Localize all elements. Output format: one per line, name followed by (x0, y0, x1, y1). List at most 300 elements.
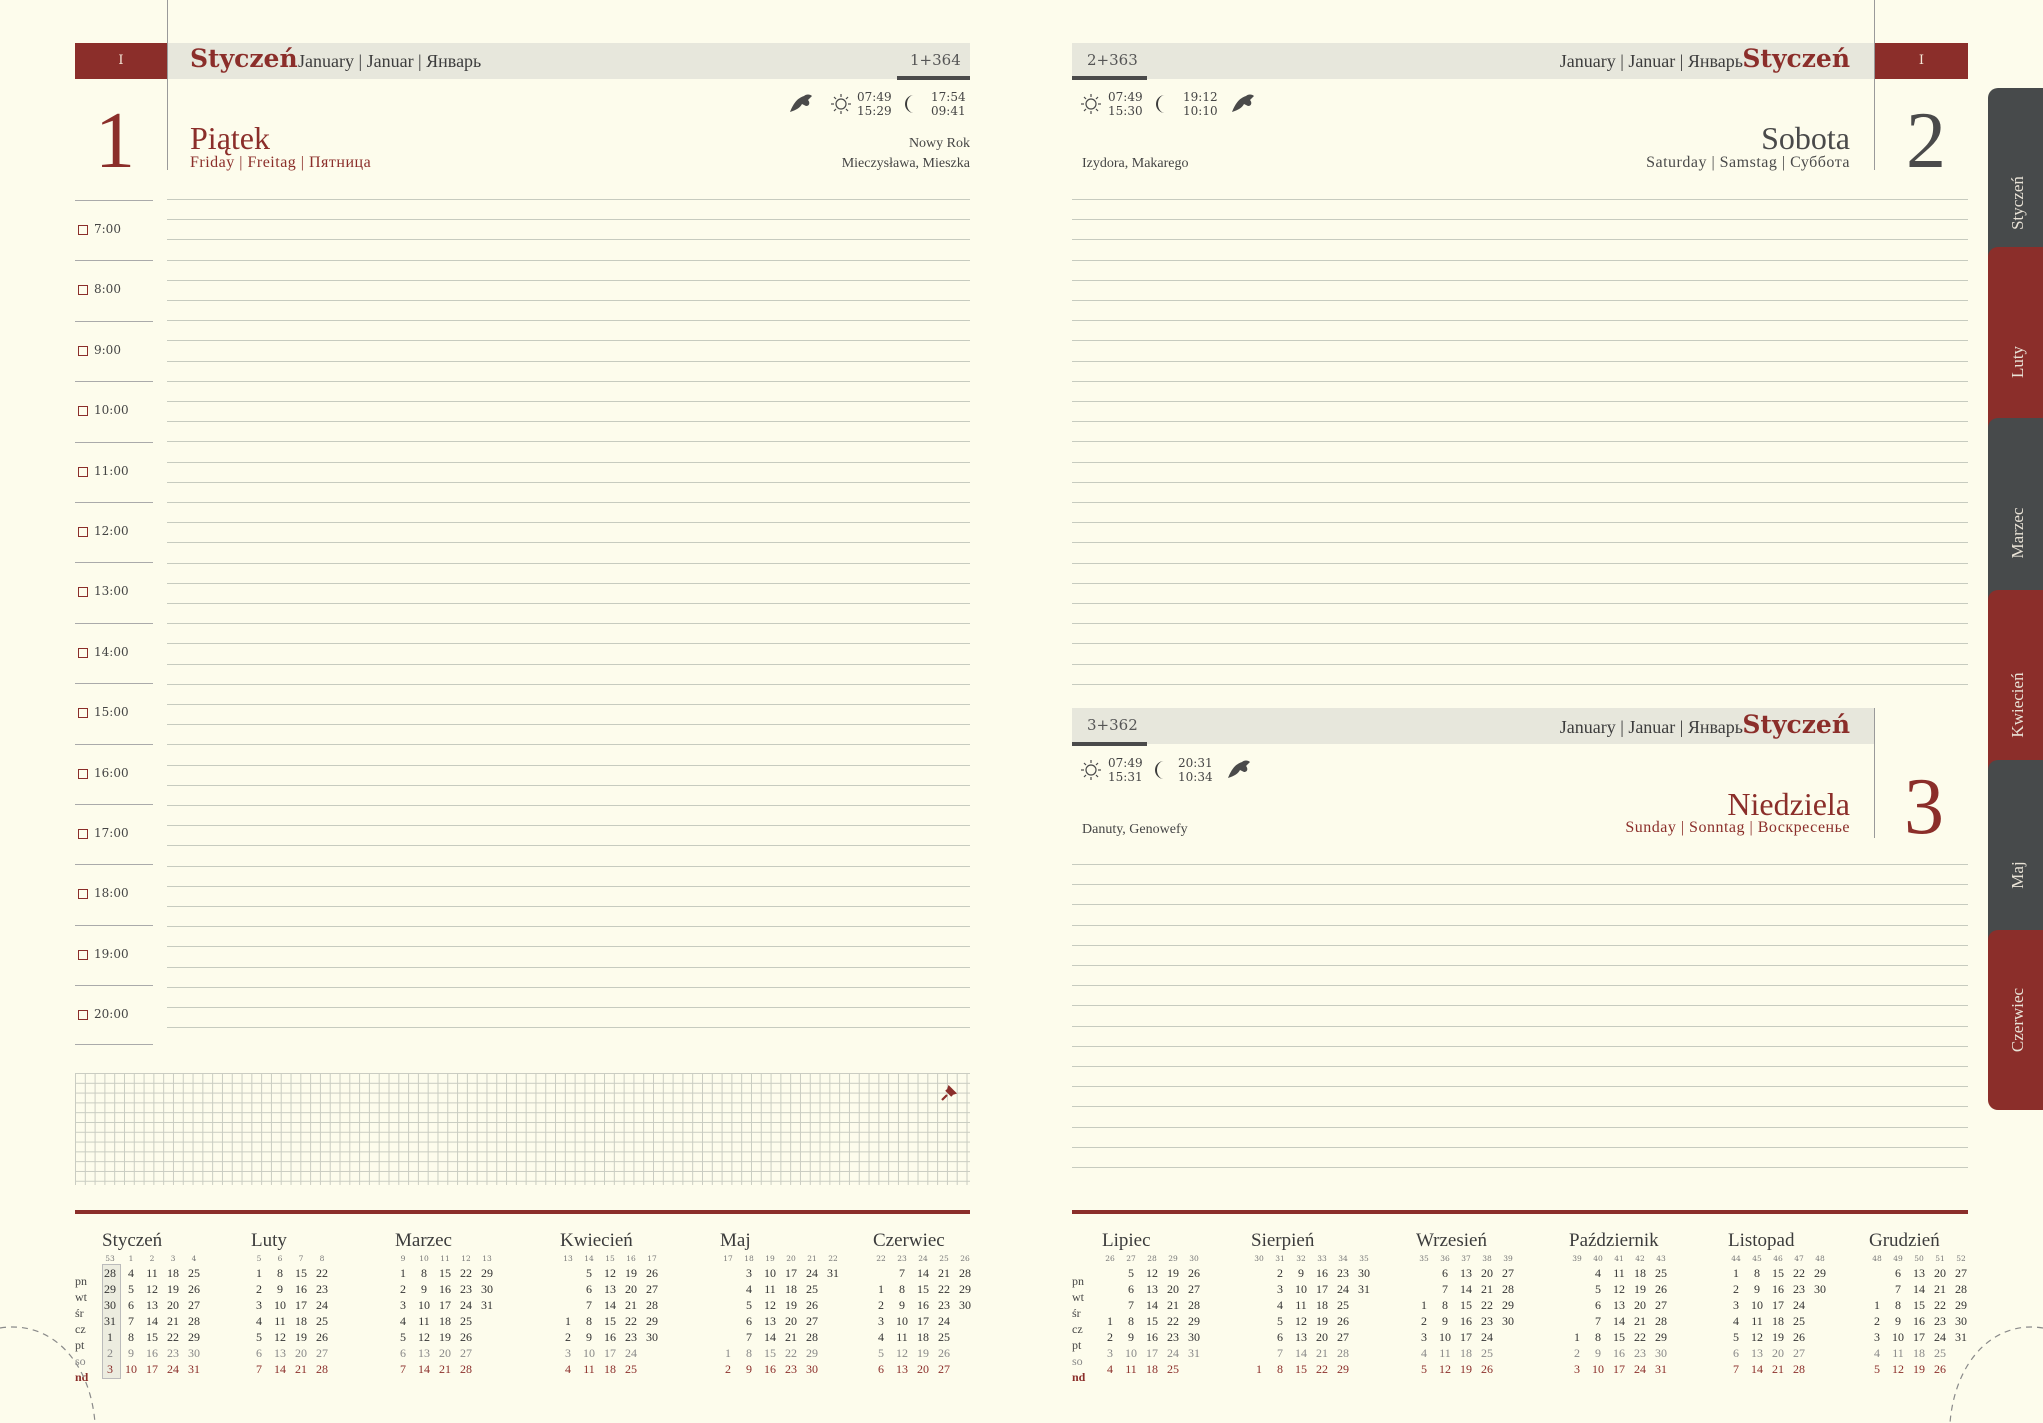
calendar-day[interactable]: 9 (277, 1282, 283, 1296)
calendar-day[interactable]: 14 (1460, 1282, 1472, 1296)
calendar-day[interactable]: 10 (896, 1314, 908, 1328)
calendar-day[interactable]: 31 (1955, 1330, 1967, 1344)
calendar-day[interactable]: 8 (128, 1330, 134, 1344)
writing-line[interactable] (1072, 1167, 1968, 1168)
calendar-day[interactable]: 16 (439, 1282, 451, 1296)
calendar-day[interactable]: 9 (128, 1346, 134, 1360)
calendar-day[interactable]: 3 (400, 1298, 406, 1312)
writing-line[interactable] (167, 866, 970, 867)
calendar-day[interactable]: 8 (1277, 1362, 1283, 1376)
writing-line[interactable] (167, 441, 970, 442)
checkbox-icon[interactable] (78, 285, 88, 295)
calendar-day[interactable]: 30 (646, 1330, 658, 1344)
writing-line[interactable] (167, 401, 970, 402)
calendar-day[interactable]: 25 (806, 1282, 818, 1296)
calendar-day[interactable]: 4 (1107, 1362, 1113, 1376)
calendar-day[interactable]: 9 (1754, 1282, 1760, 1296)
hour-slot[interactable] (78, 645, 129, 659)
calendar-day[interactable]: 15 (1613, 1330, 1625, 1344)
calendar-day[interactable]: 7 (1733, 1362, 1739, 1376)
calendar-day[interactable]: 25 (316, 1314, 328, 1328)
calendar-day[interactable]: 19 (1316, 1314, 1328, 1328)
calendar-day[interactable]: 10 (1125, 1346, 1137, 1360)
calendar-day[interactable]: 30 (1502, 1314, 1514, 1328)
calendar-day[interactable]: 23 (1934, 1314, 1946, 1328)
calendar-day[interactable]: 1 (400, 1266, 406, 1280)
calendar-day[interactable]: 12 (896, 1346, 908, 1360)
calendar-day[interactable]: 25 (460, 1314, 472, 1328)
calendar-day[interactable]: 9 (421, 1282, 427, 1296)
calendar-day[interactable]: 10 (1439, 1330, 1451, 1344)
calendar-day[interactable]: 25 (938, 1330, 950, 1344)
calendar-day[interactable]: 10 (1751, 1298, 1763, 1312)
calendar-day[interactable]: 12 (1439, 1362, 1451, 1376)
calendar-day[interactable]: 20 (1934, 1266, 1946, 1280)
calendar-day[interactable]: 21 (1481, 1282, 1493, 1296)
calendar-day[interactable]: 5 (1874, 1362, 1880, 1376)
calendar-day[interactable]: 27 (1793, 1346, 1805, 1360)
calendar-day[interactable]: 7 (1128, 1298, 1134, 1312)
calendar-day[interactable]: 7 (899, 1266, 905, 1280)
writing-line[interactable] (167, 1007, 970, 1008)
checkbox-icon[interactable] (78, 769, 88, 779)
calendar-day[interactable]: 9 (899, 1298, 905, 1312)
calendar-day[interactable]: 30 (1358, 1266, 1370, 1280)
calendar-day[interactable]: 27 (646, 1282, 658, 1296)
calendar-day[interactable]: 10 (418, 1298, 430, 1312)
calendar-day[interactable]: 17 (1772, 1298, 1784, 1312)
calendar-day[interactable]: 18 (917, 1330, 929, 1344)
calendar-day[interactable]: 29 (188, 1330, 200, 1344)
calendar-day[interactable]: 27 (1337, 1330, 1349, 1344)
calendar-day[interactable]: 12 (764, 1298, 776, 1312)
calendar-day[interactable]: 14 (1751, 1362, 1763, 1376)
calendar-day[interactable]: 31 (188, 1362, 200, 1376)
calendar-day[interactable]: 20 (167, 1298, 179, 1312)
calendar-day[interactable]: 11 (146, 1266, 158, 1280)
calendar-day[interactable]: 25 (188, 1266, 200, 1280)
calendar-day[interactable]: 8 (1595, 1330, 1601, 1344)
calendar-day[interactable]: 10 (583, 1346, 595, 1360)
calendar-day[interactable]: 27 (1188, 1282, 1200, 1296)
writing-line[interactable] (1072, 401, 1968, 402)
calendar-day[interactable]: 6 (878, 1362, 884, 1376)
calendar-day[interactable]: 4 (746, 1282, 752, 1296)
calendar-day[interactable]: 17 (604, 1346, 616, 1360)
calendar-day[interactable]: 29 (806, 1346, 818, 1360)
writing-line[interactable] (167, 825, 970, 826)
writing-line[interactable] (1072, 664, 1968, 665)
calendar-day[interactable]: 27 (1955, 1266, 1967, 1280)
calendar-day[interactable]: 18 (1146, 1362, 1158, 1376)
calendar-day[interactable]: 1 (1874, 1298, 1880, 1312)
hour-slot[interactable] (78, 766, 129, 780)
calendar-day[interactable]: 14 (604, 1298, 616, 1312)
writing-line[interactable] (167, 704, 970, 705)
calendar-day[interactable]: 21 (1772, 1362, 1784, 1376)
calendar-day[interactable]: 18 (604, 1362, 616, 1376)
calendar-day[interactable]: 4 (1733, 1314, 1739, 1328)
calendar-day[interactable]: 21 (1934, 1282, 1946, 1296)
calendar-day[interactable]: 2 (400, 1282, 406, 1296)
calendar-day[interactable]: 23 (1337, 1266, 1349, 1280)
calendar-day[interactable]: 29 (1502, 1298, 1514, 1312)
calendar-day[interactable]: 26 (1337, 1314, 1349, 1328)
writing-line[interactable] (1072, 239, 1968, 240)
calendar-day[interactable]: 4 (565, 1362, 571, 1376)
checkbox-icon[interactable] (78, 406, 88, 416)
calendar-day[interactable]: 21 (1167, 1298, 1179, 1312)
calendar-day[interactable]: 14 (1613, 1314, 1625, 1328)
writing-line[interactable] (1072, 623, 1968, 624)
calendar-day[interactable]: 17 (146, 1362, 158, 1376)
calendar-day[interactable]: 21 (1316, 1346, 1328, 1360)
calendar-day[interactable]: 2 (1107, 1330, 1113, 1344)
calendar-day[interactable]: 25 (625, 1362, 637, 1376)
calendar-day[interactable]: 28 (1188, 1298, 1200, 1312)
calendar-day[interactable]: 10 (1592, 1362, 1604, 1376)
calendar-day[interactable]: 25 (1481, 1346, 1493, 1360)
calendar-day[interactable]: 3 (1574, 1362, 1580, 1376)
calendar-day[interactable]: 14 (1295, 1346, 1307, 1360)
calendar-day[interactable]: 7 (128, 1314, 134, 1328)
calendar-day[interactable]: 25 (1655, 1266, 1667, 1280)
hour-slot[interactable] (78, 886, 129, 900)
writing-line[interactable] (167, 300, 970, 301)
calendar-day[interactable]: 3 (565, 1346, 571, 1360)
checkbox-icon[interactable] (78, 587, 88, 597)
calendar-day[interactable]: 2 (1574, 1346, 1580, 1360)
calendar-day[interactable]: 8 (746, 1346, 752, 1360)
calendar-day[interactable]: 4 (878, 1330, 884, 1344)
writing-line[interactable] (1072, 522, 1968, 523)
calendar-day[interactable]: 6 (1733, 1346, 1739, 1360)
writing-line[interactable] (1072, 1046, 1968, 1047)
writing-line[interactable] (1072, 421, 1968, 422)
calendar-day[interactable]: 13 (896, 1362, 908, 1376)
calendar-day[interactable]: 20 (1167, 1282, 1179, 1296)
calendar-day[interactable]: 13 (1146, 1282, 1158, 1296)
calendar-day[interactable]: 8 (1895, 1298, 1901, 1312)
calendar-day[interactable]: 4 (256, 1314, 262, 1328)
calendar-day[interactable]: 29 (959, 1282, 971, 1296)
calendar-day[interactable]: 14 (764, 1330, 776, 1344)
calendar-day[interactable]: 6 (1442, 1266, 1448, 1280)
calendar-day[interactable]: 14 (1146, 1298, 1158, 1312)
calendar-day[interactable]: 23 (316, 1282, 328, 1296)
writing-line[interactable] (167, 643, 970, 644)
calendar-day[interactable]: 12 (418, 1330, 430, 1344)
calendar-day[interactable]: 9 (1442, 1314, 1448, 1328)
writing-line[interactable] (1072, 884, 1968, 885)
calendar-day[interactable]: 27 (938, 1362, 950, 1376)
calendar-day[interactable]: 21 (625, 1298, 637, 1312)
calendar-day[interactable]: 5 (256, 1330, 262, 1344)
calendar-day[interactable]: 26 (316, 1330, 328, 1344)
calendar-day[interactable]: 2 (565, 1330, 571, 1344)
calendar-day[interactable]: 10 (764, 1266, 776, 1280)
writing-line[interactable] (1072, 1106, 1968, 1107)
calendar-day[interactable]: 9 (586, 1330, 592, 1344)
calendar-day[interactable]: 29 (1814, 1266, 1826, 1280)
writing-line[interactable] (167, 482, 970, 483)
calendar-day[interactable]: 10 (1295, 1282, 1307, 1296)
calendar-day[interactable]: 22 (1167, 1314, 1179, 1328)
calendar-day[interactable]: 31 (1188, 1346, 1200, 1360)
calendar-day[interactable]: 4 (400, 1314, 406, 1328)
writing-line[interactable] (167, 280, 970, 281)
calendar-day[interactable]: 9 (1595, 1346, 1601, 1360)
calendar-day[interactable]: 17 (295, 1298, 307, 1312)
hour-slot[interactable] (78, 343, 121, 357)
calendar-day[interactable]: 15 (1146, 1314, 1158, 1328)
calendar-day[interactable]: 23 (1634, 1346, 1646, 1360)
calendar-day[interactable]: 8 (277, 1266, 283, 1280)
writing-line[interactable] (167, 987, 970, 988)
calendar-day[interactable]: 2 (1733, 1282, 1739, 1296)
writing-line[interactable] (1072, 583, 1968, 584)
calendar-day[interactable]: 3 (256, 1298, 262, 1312)
calendar-day[interactable]: 27 (806, 1314, 818, 1328)
calendar-day[interactable]: 13 (1460, 1266, 1472, 1280)
calendar-day[interactable]: 26 (1793, 1330, 1805, 1344)
writing-line[interactable] (167, 199, 970, 200)
calendar-day[interactable]: 5 (746, 1298, 752, 1312)
calendar-day[interactable]: 21 (167, 1314, 179, 1328)
calendar-day[interactable]: 6 (746, 1314, 752, 1328)
writing-line[interactable] (1072, 684, 1968, 685)
calendar-day[interactable]: 13 (604, 1282, 616, 1296)
calendar-day[interactable]: 29 (1655, 1330, 1667, 1344)
calendar-day[interactable]: 9 (746, 1362, 752, 1376)
calendar-day[interactable]: 31 (827, 1266, 839, 1280)
hour-slot[interactable] (78, 1007, 129, 1021)
calendar-day[interactable]: 19 (1634, 1282, 1646, 1296)
writing-line[interactable] (1072, 965, 1968, 966)
calendar-day[interactable]: 21 (785, 1330, 797, 1344)
writing-line[interactable] (167, 361, 970, 362)
calendar-day[interactable]: 26 (806, 1298, 818, 1312)
calendar-day[interactable]: 16 (1772, 1282, 1784, 1296)
calendar-day[interactable]: 7 (1895, 1282, 1901, 1296)
writing-line[interactable] (167, 926, 970, 927)
writing-line[interactable] (1072, 643, 1968, 644)
calendar-day[interactable]: 7 (256, 1362, 262, 1376)
calendar-day[interactable]: 29 (1337, 1362, 1349, 1376)
calendar-day[interactable]: 6 (586, 1282, 592, 1296)
calendar-day[interactable]: 3 (1874, 1330, 1880, 1344)
calendar-day[interactable]: 16 (764, 1362, 776, 1376)
calendar-day[interactable]: 3 (1421, 1330, 1427, 1344)
calendar-day[interactable]: 28 (1337, 1346, 1349, 1360)
hour-slot[interactable] (78, 947, 129, 961)
writing-line[interactable] (167, 845, 970, 846)
calendar-day[interactable]: 15 (764, 1346, 776, 1360)
calendar-day[interactable]: 28 (959, 1266, 971, 1280)
calendar-day[interactable]: 28 (1502, 1282, 1514, 1296)
calendar-day[interactable]: 15 (295, 1266, 307, 1280)
calendar-day[interactable]: 9 (1895, 1314, 1901, 1328)
calendar-day[interactable]: 6 (400, 1346, 406, 1360)
calendar-day[interactable]: 17 (1460, 1330, 1472, 1344)
calendar-day[interactable]: 6 (128, 1298, 134, 1312)
calendar-day[interactable]: 8 (1754, 1266, 1760, 1280)
hour-slot[interactable] (78, 403, 129, 417)
calendar-day[interactable]: 20 (439, 1346, 451, 1360)
calendar-day[interactable]: 12 (1613, 1282, 1625, 1296)
calendar-day[interactable]: 12 (1751, 1330, 1763, 1344)
calendar-day[interactable]: 16 (1613, 1346, 1625, 1360)
calendar-day[interactable]: 18 (1316, 1298, 1328, 1312)
tab-czerwiec[interactable] (1988, 930, 2043, 1110)
calendar-day[interactable]: 21 (1634, 1314, 1646, 1328)
calendar-day[interactable]: 24 (1634, 1362, 1646, 1376)
checkbox-icon[interactable] (78, 829, 88, 839)
calendar-day[interactable]: 15 (146, 1330, 158, 1344)
calendar-day[interactable]: 7 (746, 1330, 752, 1344)
writing-line[interactable] (1072, 361, 1968, 362)
calendar-day[interactable]: 23 (625, 1330, 637, 1344)
calendar-day[interactable]: 2 (256, 1282, 262, 1296)
calendar-day[interactable]: 1 (1733, 1266, 1739, 1280)
calendar-day[interactable]: 20 (1481, 1266, 1493, 1280)
calendar-day[interactable]: 25 (1934, 1346, 1946, 1360)
calendar-day[interactable]: 11 (583, 1362, 595, 1376)
calendar-day[interactable]: 14 (274, 1362, 286, 1376)
calendar-day[interactable]: 22 (1316, 1362, 1328, 1376)
calendar-day[interactable]: 26 (1481, 1362, 1493, 1376)
calendar-day[interactable]: 8 (1128, 1314, 1134, 1328)
calendar-day[interactable]: 23 (938, 1298, 950, 1312)
calendar-day[interactable]: 12 (146, 1282, 158, 1296)
calendar-day[interactable]: 13 (274, 1346, 286, 1360)
calendar-day[interactable]: 5 (1733, 1330, 1739, 1344)
calendar-day[interactable]: 28 (1793, 1362, 1805, 1376)
calendar-day[interactable]: 23 (167, 1346, 179, 1360)
calendar-day[interactable]: 13 (1613, 1298, 1625, 1312)
calendar-day[interactable]: 14 (1913, 1282, 1925, 1296)
calendar-day[interactable]: 22 (167, 1330, 179, 1344)
calendar-day[interactable]: 26 (646, 1266, 658, 1280)
calendar-day[interactable]: 30 (806, 1362, 818, 1376)
hour-slot[interactable] (78, 282, 121, 296)
calendar-day[interactable]: 29 (104, 1282, 116, 1296)
calendar-day[interactable]: 27 (460, 1346, 472, 1360)
hour-slot[interactable] (78, 464, 129, 478)
calendar-day[interactable]: 11 (1892, 1346, 1904, 1360)
calendar-day[interactable]: 21 (295, 1362, 307, 1376)
calendar-day[interactable]: 3 (1107, 1346, 1113, 1360)
calendar-day[interactable]: 9 (1128, 1330, 1134, 1344)
calendar-day[interactable]: 1 (256, 1266, 262, 1280)
calendar-day[interactable]: 3 (878, 1314, 884, 1328)
calendar-day[interactable]: 17 (1913, 1330, 1925, 1344)
writing-line[interactable] (167, 623, 970, 624)
calendar-day[interactable]: 14 (146, 1314, 158, 1328)
calendar-day[interactable]: 11 (896, 1330, 908, 1344)
writing-line[interactable] (167, 502, 970, 503)
calendar-day[interactable]: 9 (1298, 1266, 1304, 1280)
writing-line[interactable] (1072, 904, 1968, 905)
calendar-day[interactable]: 18 (1913, 1346, 1925, 1360)
calendar-day[interactable]: 28 (188, 1314, 200, 1328)
calendar-day[interactable]: 4 (1595, 1266, 1601, 1280)
calendar-day[interactable]: 19 (1460, 1362, 1472, 1376)
calendar-day[interactable]: 31 (1358, 1282, 1370, 1296)
writing-line[interactable] (1072, 945, 1968, 946)
calendar-day[interactable]: 18 (1634, 1266, 1646, 1280)
calendar-day[interactable]: 14 (917, 1266, 929, 1280)
calendar-day[interactable]: 5 (1128, 1266, 1134, 1280)
calendar-day[interactable]: 7 (1277, 1346, 1283, 1360)
calendar-day[interactable]: 27 (1502, 1266, 1514, 1280)
writing-line[interactable] (167, 563, 970, 564)
calendar-day[interactable]: 24 (1481, 1330, 1493, 1344)
writing-line[interactable] (1072, 300, 1968, 301)
calendar-day[interactable]: 11 (764, 1282, 776, 1296)
calendar-day[interactable]: 19 (1772, 1330, 1784, 1344)
writing-line[interactable] (167, 684, 970, 685)
calendar-day[interactable]: 24 (167, 1362, 179, 1376)
writing-line[interactable] (167, 583, 970, 584)
calendar-day[interactable]: 12 (1146, 1266, 1158, 1280)
calendar-day[interactable]: 7 (586, 1298, 592, 1312)
calendar-day[interactable]: 17 (1316, 1282, 1328, 1296)
writing-line[interactable] (167, 239, 970, 240)
calendar-day[interactable]: 24 (625, 1346, 637, 1360)
calendar-day[interactable]: 14 (418, 1362, 430, 1376)
calendar-day[interactable]: 24 (1167, 1346, 1179, 1360)
calendar-day[interactable]: 30 (1955, 1314, 1967, 1328)
calendar-day[interactable]: 4 (128, 1266, 134, 1280)
calendar-day[interactable]: 19 (1913, 1362, 1925, 1376)
writing-line[interactable] (1072, 1147, 1968, 1148)
calendar-day[interactable]: 13 (146, 1298, 158, 1312)
calendar-day[interactable]: 5 (878, 1346, 884, 1360)
calendar-day[interactable]: 30 (481, 1282, 493, 1296)
calendar-day[interactable]: 25 (1167, 1362, 1179, 1376)
calendar-day[interactable]: 4 (1421, 1346, 1427, 1360)
calendar-day[interactable]: 5 (586, 1266, 592, 1280)
writing-line[interactable] (1072, 482, 1968, 483)
calendar-day[interactable]: 3 (107, 1362, 113, 1376)
calendar-day[interactable]: 20 (785, 1314, 797, 1328)
calendar-day[interactable]: 22 (1793, 1266, 1805, 1280)
writing-line[interactable] (167, 805, 970, 806)
calendar-day[interactable]: 1 (1574, 1330, 1580, 1344)
calendar-day[interactable]: 10 (274, 1298, 286, 1312)
calendar-day[interactable]: 21 (439, 1362, 451, 1376)
calendar-day[interactable]: 27 (188, 1298, 200, 1312)
calendar-day[interactable]: 22 (938, 1282, 950, 1296)
calendar-day[interactable]: 11 (1751, 1314, 1763, 1328)
calendar-day[interactable]: 13 (764, 1314, 776, 1328)
checkbox-icon[interactable] (78, 648, 88, 658)
calendar-day[interactable]: 1 (725, 1346, 731, 1360)
calendar-day[interactable]: 16 (1316, 1266, 1328, 1280)
calendar-day[interactable]: 19 (1167, 1266, 1179, 1280)
calendar-day[interactable]: 24 (938, 1314, 950, 1328)
calendar-day[interactable]: 20 (1634, 1298, 1646, 1312)
calendar-day[interactable]: 26 (460, 1330, 472, 1344)
calendar-day[interactable]: 11 (1295, 1298, 1307, 1312)
calendar-day[interactable]: 13 (418, 1346, 430, 1360)
calendar-day[interactable]: 2 (1277, 1266, 1283, 1280)
calendar-day[interactable]: 19 (785, 1298, 797, 1312)
checkbox-icon[interactable] (78, 1010, 88, 1020)
writing-line[interactable] (1072, 985, 1968, 986)
writing-line[interactable] (167, 603, 970, 604)
